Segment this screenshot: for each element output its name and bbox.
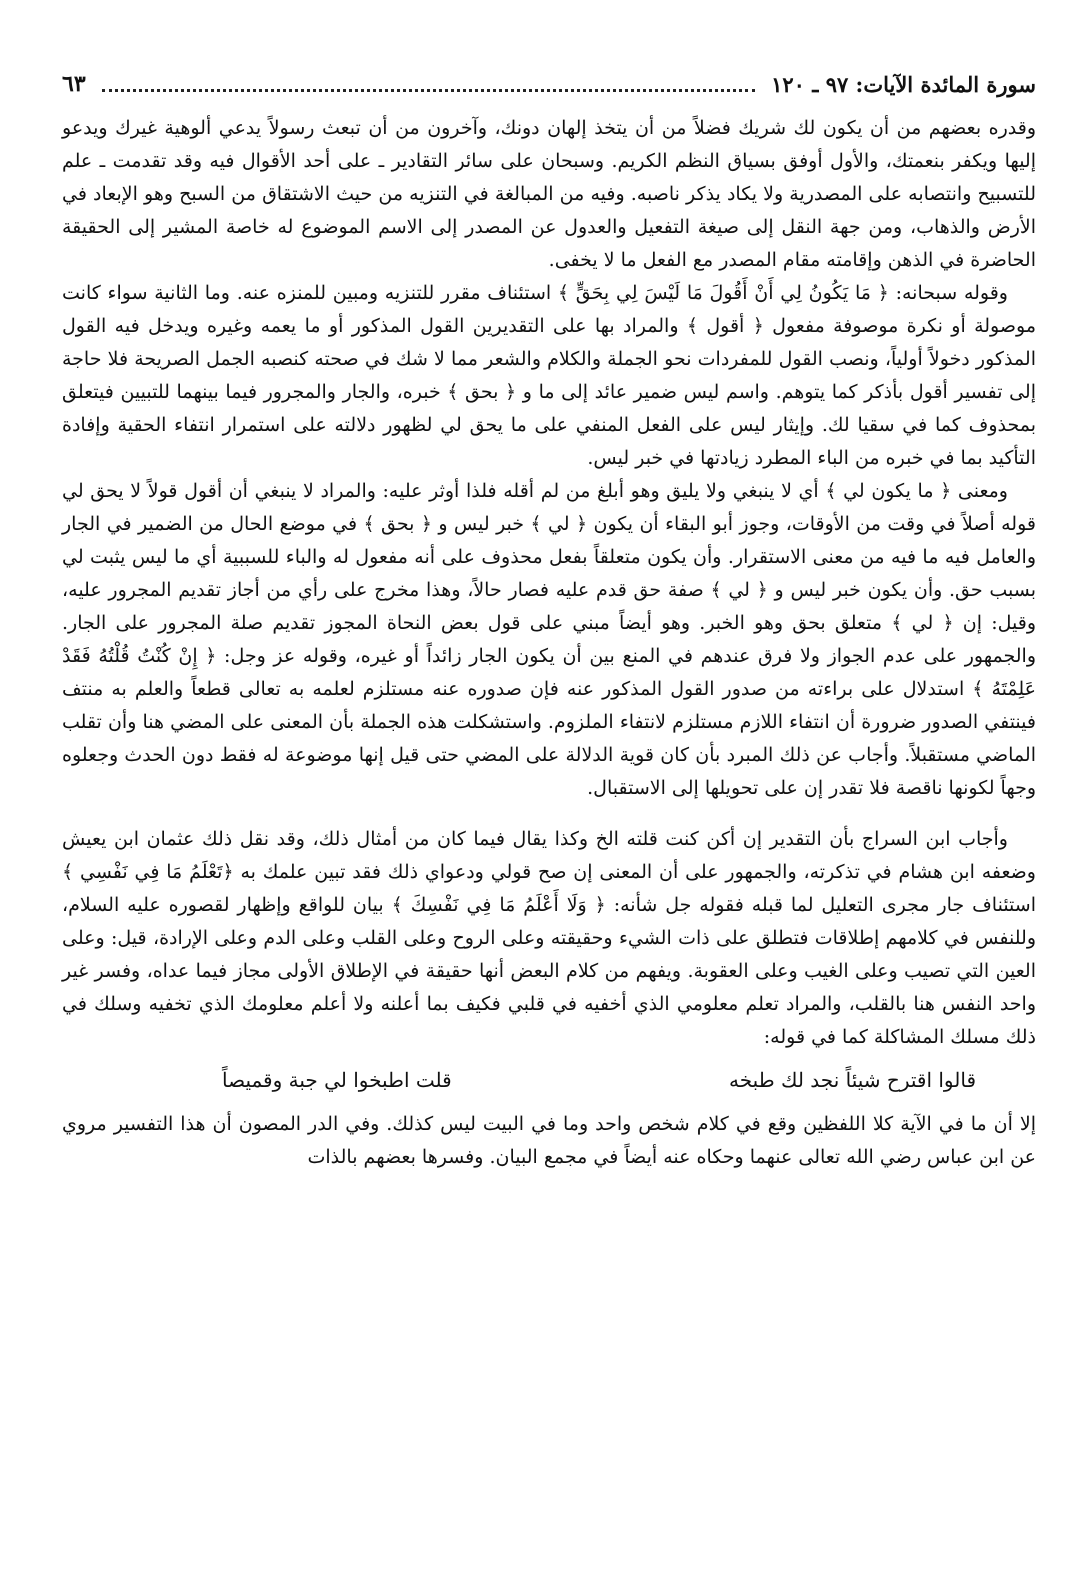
page-number: ٦٣ — [62, 71, 86, 97]
verse-first-hemistich: قالوا اقترح شيئاً نجد لك طبخه — [729, 1068, 976, 1092]
header-dotted-leader — [102, 89, 755, 92]
paragraph: وقوله سبحانه: ﴿ مَا يَكُونُ لِي أَنْ أَقُولَ مَا لَيْسَ لِي بِحَقٍّ ﴾ استئناف مقرر للتنزيه ومبين للمنزه عنه. وما الثانية سواء كانت موصولة أو نكرة موصوفة مفعول ﴿ أقول ﴾ والمراد بها على التقديرين القول المذكور أو ما يعمه وغيره ويدخل فيه القول المذكور دخولاً أولياً، ونصب القول للمفردات نحو الجملة والكلام والشعر مما لا شك في صحته كنصبه الجمل الصريحة فلا حاجة إلى تفسير أقول بأذكر كما يتوهم. واسم ليس ضمير عائد إلى ما و ﴿ بحق ﴾ خبره، والجار والمجرور فيما بينهما للتبيين فيتعلق بمحذوف كما في سقيا لك. وإيثار ليس على الفعل المنفي على ما يحق لي لظهور دلالته على استمرار انتفاء الحقية وإفادة التأكيد بما في خبره من الباء المطرد زيادتها في خبر ليس. — [62, 282, 1036, 469]
paragraph: وأجاب ابن السراج بأن التقدير إن أكن كنت قلته الخ وكذا يقال فيما كان من أمثال ذلك، وقد نقل ذلك عثمان ابن يعيش وضعفه ابن هشام في تذكرته، والجمهور على أن المعنى إن صح قولي ودعواي ذلك فقد تبين علمك به ﴿تَعْلَمُ مَا فِي نَفْسِي ﴾ استئناف جار مجرى التعليل لما قبله فقوله جل شأنه: ﴿ وَلَا أَعْلَمُ مَا فِي نَفْسِكَ ﴾ بيان للواقع وإظهار لقصوره عليه السلام، وللنفس في كلامهم إطلاقات فتطلق على ذات الشيء وحقيقته وعلى الروح وعلى القلب وعلى الدم وعلى الإرادة، قيل: وعلى العين التي تصيب وعلى الغيب وعلى العقوبة. ويفهم من كلام البعض أنها حقيقة في الإطلاق الأولى مجاز فيما عداه، وفسر غير واحد النفس هنا بالقلب، والمراد تعلم معلومي الذي أخفيه في قلبي فكيف بما أعلنه ولا أعلم معلومك الذي تخفيه وسلك في ذلك مسلك المشاكلة كما في قوله: — [62, 828, 1036, 1048]
paragraph: وقدره بعضهم من أن يكون لك شريك فضلاً من أن يتخذ إلهان دونك، وآخرون من أن تبعث رسولاً يدعي ألوهية غيرك ويدعو إليها ويكفر بنعمتك، والأول أوفق بسياق النظم الكريم. وسبحان على سائر التقادير ـ على أحد الأقوال فيه وقد تقدمت ـ علم للتسبيح وانتصابه على المصدرية ولا يكاد يذكر ناصبه. وفيه من المبالغة في التنزيه من حيث الاشتقاق من السبح وهو الإبعاد في الأرض والذهاب، ومن جهة النقل إلى صيغة التفعيل والعدول عن المصدر إلى الاسم الموضوع له خاصة المشير إلى الحقيقة الحاضرة في الذهن وإقامته مقام المصدر مع الفعل ما لا يخفى. — [62, 117, 1036, 271]
poetry-verse — [62, 1062, 1036, 1098]
verse-second-hemistich: قلت اطبخوا لي جبة وقميصاً — [222, 1068, 452, 1092]
paragraph: ومعنى ﴿ ما يكون لي ﴾ أي لا ينبغي ولا يليق وهو أبلغ من لم أقله فلذا أوثر عليه: والمراد لا ينبغي أن أقول قولاً لا يحق لي قوله أصلاً في وقت من الأوقات، وجوز أبو البقاء أن يكون ﴿ لي ﴾ خبر ليس و ﴿ بحق ﴾ في موضع الحال من الضمير في الجار والعامل فيه ما فيه من معنى الاستقرار. وأن يكون متعلقاً بفعل محذوف على أنه مفعول له والباء للسببية أي ما ليس يثبت لي بسبب حق. وأن يكون خبر ليس و ﴿ لي ﴾ صفة حق قدم عليه فصار حالاً، وهذا مخرج على رأي من أجاز تقديم المجرور عليه، وقيل: إن ﴿ لي ﴾ متعلق بحق وهو الخبر. وهو أيضاً مبني على قول بعض النحاة المجوز تقديم صلة المجرور على الجار. والجمهور على عدم الجواز ولا فرق عندهم في المنع بين أن يكون الجار زائداً أو غيره، وقوله عز وجل: ﴿ إِنْ كُنْتُ قُلْتُهُ فَقَدْ عَلِمْتَهُ ﴾ استدلال على براءته من صدور القول المذكور عنه فإن صدوره عنه مستلزم لعلمه به تعالى قطعاً والعلم به منتف فينتفي الصدور ضرورة أن انتفاء اللازم مستلزم لانتفاء الملزوم. واستشكلت هذه الجملة بأن المعنى على المضي هنا وأن تقلب الماضي مستقبلاً. وأجاب عن ذلك المبرد بأن كان قوية الدلالة على المضي حتى قيل إنها موضوعة له فقط دون الحدث وجعلوه وجهاً لكونها ناقصة فلا تقدر إن على تحويلها إلى الاستقبال. — [62, 480, 1036, 799]
closing-paragraph: إلا أن ما في الآية كلا اللفظين وقع في كلام شخص واحد وما في البيت ليس كذلك. وفي الدر المصون أن هذا التفسير مروي عن ابن عباس رضي الله تعالى عنهما وحكاه عنه أيضاً في مجمع البيان. وفسرها بعضهم بالذات — [62, 1113, 1036, 1168]
book-page — [62, 62, 1036, 1562]
running-header — [62, 62, 1036, 106]
chapter-title: سورة المائدة الآيات: ٩٧ ـ ١٢٠ — [771, 71, 1036, 97]
